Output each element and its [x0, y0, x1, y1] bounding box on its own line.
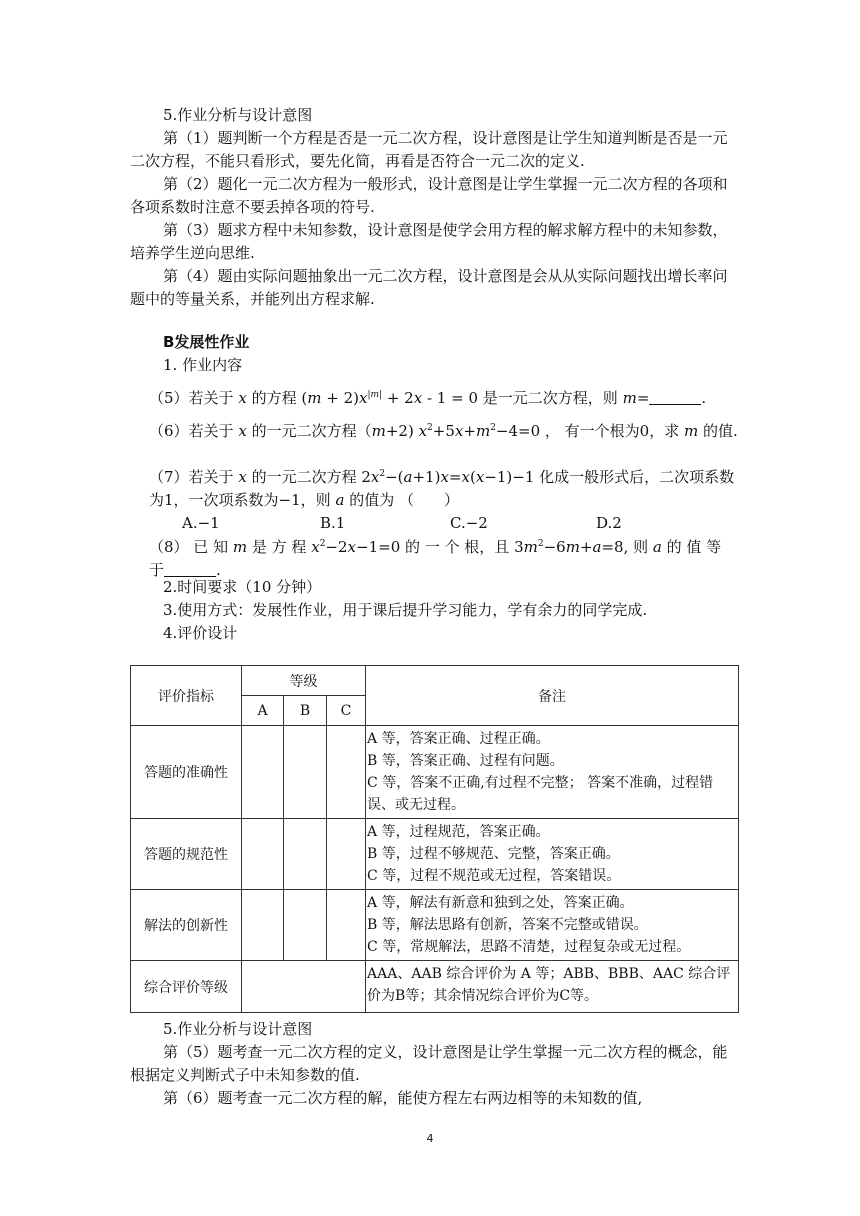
- row-label: 解法的创新性: [131, 890, 242, 961]
- header-grade: 等级: [242, 666, 366, 696]
- table-row: [131, 961, 739, 1013]
- analysis-paragraph-4: 第（4）题由实际问题抽象出一元二次方程，设计意图是会从从实际问题找出增长率问题中的等量关系，并能列出方程求解.: [130, 267, 728, 308]
- analysis-paragraph-2: 第（2）题化一元二次方程为一般形式，设计意图是让学生掌握一元二次方程的各项和各项系数时注意不要丢掉各项的符号.: [130, 175, 728, 216]
- option-c: C.−2: [450, 514, 488, 532]
- section-title-b: B发展性作业: [163, 333, 250, 351]
- header-note: 备注: [366, 666, 739, 726]
- table-row: [131, 819, 739, 890]
- question-7: （7）若关于 x 的一元二次方程 $2x^2-(a+1)x=x(x-1)-1$ 化成一般形式后，二次项系数为1，一次项系数为−1，则 a 的值为 （ ）: [149, 468, 735, 509]
- answer-blank: [164, 562, 216, 577]
- content-title: 1. 作业内容: [163, 356, 243, 374]
- header-indicator: 评价指标: [131, 666, 242, 726]
- grade-cell: [242, 819, 284, 890]
- evaluation-table: [130, 665, 739, 1013]
- analysis-paragraph-3: 第（3）题求方程中未知参数，设计意图是使学会用方程的解求解方程中的未知参数，培养学生逆向思维.: [130, 221, 728, 262]
- grade-cell: [242, 890, 284, 961]
- grade-cell: [284, 726, 327, 819]
- row-label: 答题的准确性: [131, 726, 242, 819]
- grade-cell: [284, 890, 327, 961]
- header-grade-a: A: [242, 696, 284, 726]
- grade-cell: [327, 726, 366, 819]
- grade-cell: [327, 890, 366, 961]
- question-5: （5）若关于 x 的方程 $(m + 2)x^{|m|} + 2x - 1 = 0$ 是一元二次方程，则 m= .: [149, 389, 707, 407]
- question-6: （6）若关于 x 的一元二次方程（m+2) $x^2+5x+m^2-4=0$ ， 有一个根为0，求 m 的值.: [149, 422, 738, 440]
- row-note: AAA、AAB 综合评价为 A 等；ABB、BBB、AAC 综合评价为B等；其余情况综合评价为C等。: [366, 961, 739, 1013]
- usage-method: 3.使用方式：发展性作业，用于课后提升学习能力，学有余力的同学完成.: [163, 601, 648, 619]
- time-requirement: 2.时间要求（10 分钟）: [163, 578, 322, 596]
- table-row: [131, 726, 739, 819]
- header-grade-b: B: [284, 696, 327, 726]
- grade-cell: [242, 726, 284, 819]
- row-note: A 等，解法有新意和独到之处，答案正确。 B 等，解法思路有创新，答案不完整或错误。 C 等，常规解法，思路不清楚，过程复杂或无过程。: [366, 890, 739, 961]
- row-note: A 等，过程规范，答案正确。 B 等，过程不够规范、完整，答案正确。 C 等，过程不规范或无过程，答案错误。: [366, 819, 739, 890]
- option-a: A.−1: [182, 514, 220, 532]
- section-title-analysis-2: 5.作业分析与设计意图: [163, 1020, 313, 1038]
- table-row: [131, 890, 739, 961]
- row-label: 答题的规范性: [131, 819, 242, 890]
- evaluation-title: 4.评价设计: [163, 624, 238, 642]
- question-7-options: [182, 512, 742, 535]
- row-label: 综合评价等级: [131, 961, 242, 1013]
- analysis-paragraph-6: 第（6）题考查一元二次方程的解，能使方程左右两边相等的未知数的值,: [163, 1089, 643, 1107]
- analysis-paragraph-5: 第（5）题考查一元二次方程的定义，设计意图是让学生掌握一元二次方程的概念，能根据定义判断式子中未知参数的值.: [130, 1043, 728, 1084]
- grade-cell: [242, 961, 366, 1013]
- header-grade-c: C: [327, 696, 366, 726]
- section-title-analysis: 5.作业分析与设计意图: [163, 106, 313, 124]
- row-note: A 等，答案正确、过程正确。 B 等，答案正确、过程有问题。 C 等，答案不正确,有过程不完整； 答案不准确，过程错误、或无过程。: [366, 726, 739, 819]
- answer-blank: [649, 390, 701, 405]
- question-8: （8） 已 知 m 是 方 程 $x^2-2x-1=0$ 的 一 个 根，且 $3m^2-6m+a=8$, 则 a 的 值 等 于 .: [149, 538, 722, 579]
- option-b: B.1: [320, 514, 346, 532]
- page-number: 4: [426, 1132, 434, 1145]
- grade-cell: [284, 819, 327, 890]
- analysis-paragraph-1: 第（1）题判断一个方程是否是一元二次方程，设计意图是让学生知道判断是否是一元二次方程，不能只看形式，要先化简，再看是否符合一元二次的定义.: [130, 129, 728, 170]
- grade-cell: [327, 819, 366, 890]
- option-d: D.2: [596, 514, 622, 532]
